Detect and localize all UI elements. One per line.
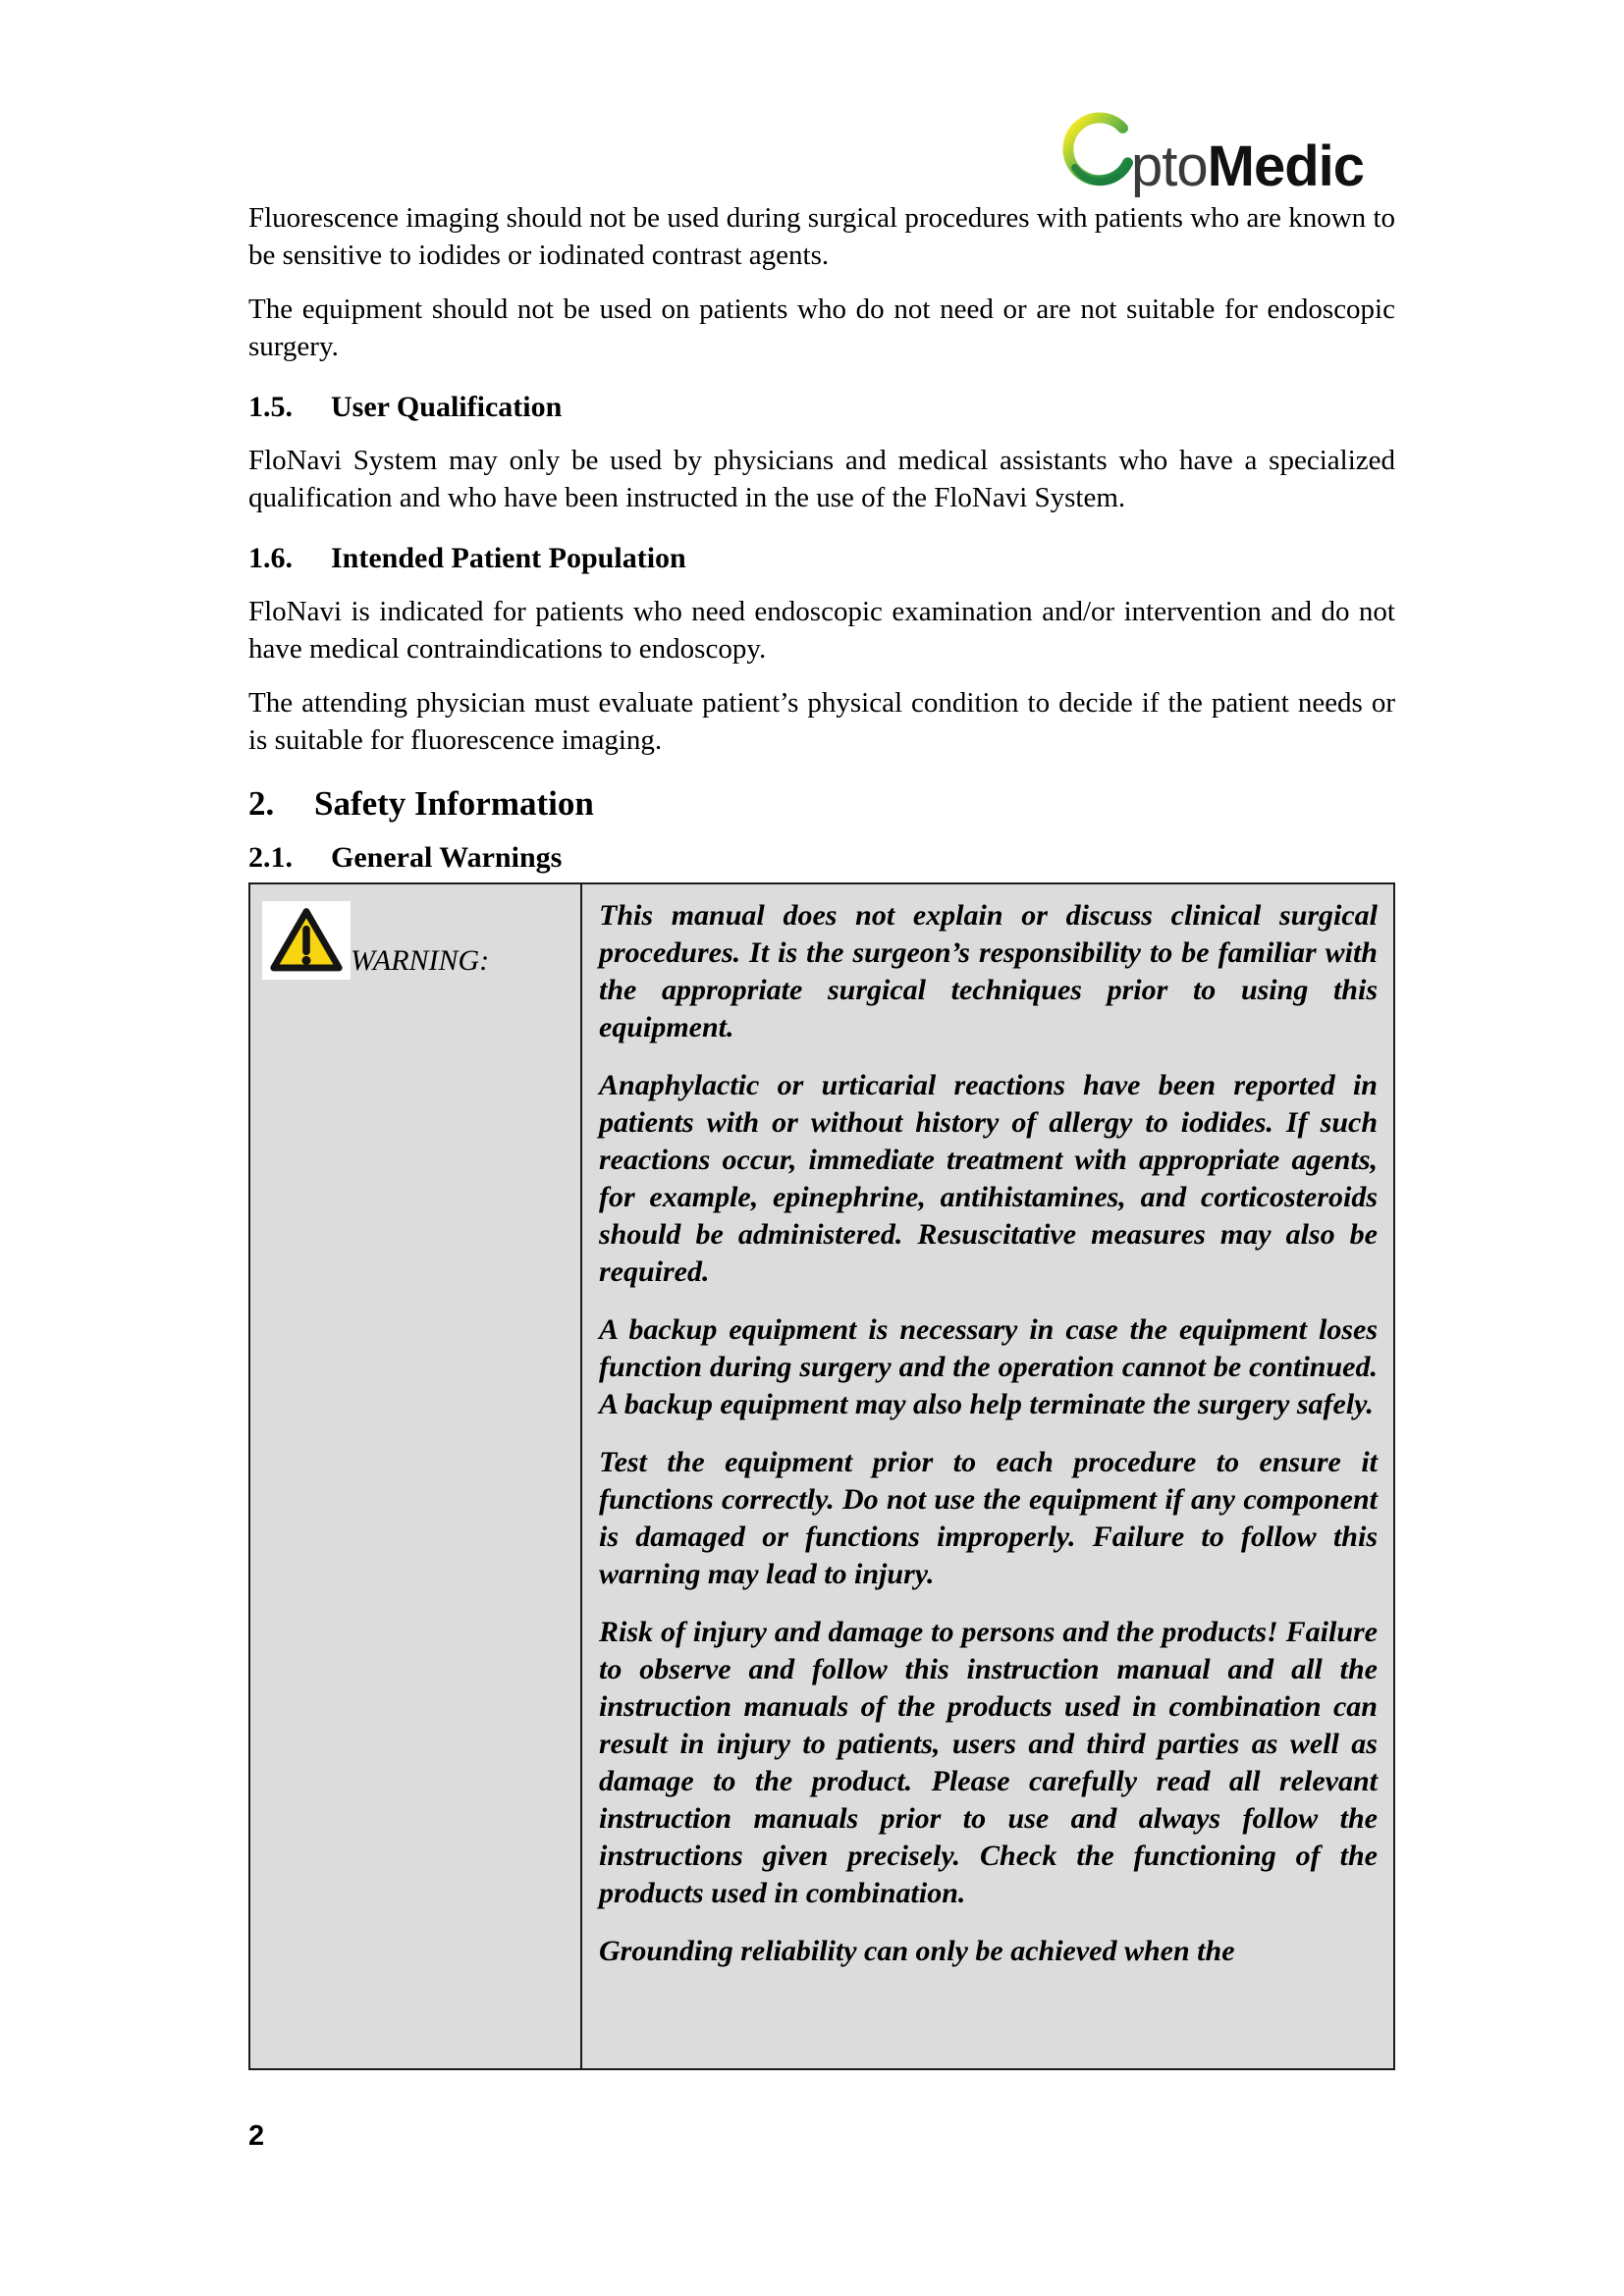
section-paragraph: The attending physician must evaluate patient’s physical condition to decide if the patient needs or is suitable for fluorescence imaging. (248, 687, 1395, 756)
warning-table-label-cell (250, 884, 582, 2068)
section-heading-general-warnings (248, 839, 1395, 877)
warning-table-text-cell (582, 884, 1393, 2068)
warning-label-group (262, 901, 580, 980)
warning-paragraph: Risk of injury and damage to persons and the products! Failure to observe and follow this instruction manual and all the instruction manuals of the products used in combination can result in injury to patients, users and third parties as well as damage to the product. Please carefully read all relevant instruction manuals prior to use and always follow the instructions given precisely. Check the functioning of the products used in combination. (599, 1616, 1378, 1909)
warning-triangle-icon (269, 907, 344, 974)
section-paragraph: FloNavi is indicated for patients who need endoscopic examination and/or intervention and do not have medical contraindications to endoscopy. (248, 596, 1395, 665)
page-content (248, 0, 1395, 2070)
warning-paragraph: Grounding reliability can only be achieved when the (599, 1935, 1235, 1967)
logo-text-pto: pto (1131, 133, 1208, 198)
section-number: 2.1. (248, 841, 293, 874)
section-number: 1.5. (248, 391, 293, 423)
warning-paragraph: Anaphylactic or urticarial reactions have been reported in patients with or without history of allergy to iodides. If such reactions occur, immediate treatment with appropriate agents, for example, epinephrine, antihistamines, and corticosteroids should be administered. Resuscitative measures may also be required. (599, 1069, 1378, 1288)
page-number: 2 (248, 2120, 265, 2152)
section-heading-intended-patient-population (248, 540, 1395, 577)
chapter-title: Safety Information (314, 784, 594, 823)
section-paragraph: FloNavi System may only be used by physicians and medical assistants who have a specialized qualification and who have been instructed in the use of the FloNavi System. (248, 445, 1395, 513)
section-heading-user-qualification (248, 389, 1395, 426)
warning-paragraph: This manual does not explain or discuss clinical surgical procedures. It is the surgeon’s responsibility to be familiar with the appropriate surgical techniques prior to using this equipment. (599, 899, 1378, 1043)
warning-table (248, 882, 1395, 2070)
warning-label: WARNING: (351, 944, 490, 977)
intro-paragraph: Fluorescence imaging should not be used during surgical procedures with patients who are known to be sensitive to iodides or iodinated contrast agents. (248, 202, 1395, 271)
section-title: Intended Patient Population (331, 542, 686, 574)
warning-paragraph: Test the equipment prior to each procedure to ensure it functions correctly. Do not use the equipment if any component is damaged or functions improperly. Failure to follow this warning may lead to injury. (599, 1446, 1378, 1590)
section-number: 1.6. (248, 542, 293, 574)
section-title: User Qualification (331, 391, 563, 423)
warning-icon-box (262, 901, 351, 980)
warning-paragraph: A backup equipment is necessary in case the equipment loses function during surgery and the operation cannot be continued. A backup equipment may also help terminate the surgery safely. (599, 1313, 1378, 1420)
chapter-number: 2. (248, 784, 275, 823)
chapter-heading-safety-information (248, 782, 1395, 826)
section-title: General Warnings (331, 841, 563, 874)
intro-paragraph: The equipment should not be used on patients who do not need or are not suitable for endoscopic surgery. (248, 294, 1395, 362)
logo-text-medic: Medic (1207, 133, 1365, 198)
